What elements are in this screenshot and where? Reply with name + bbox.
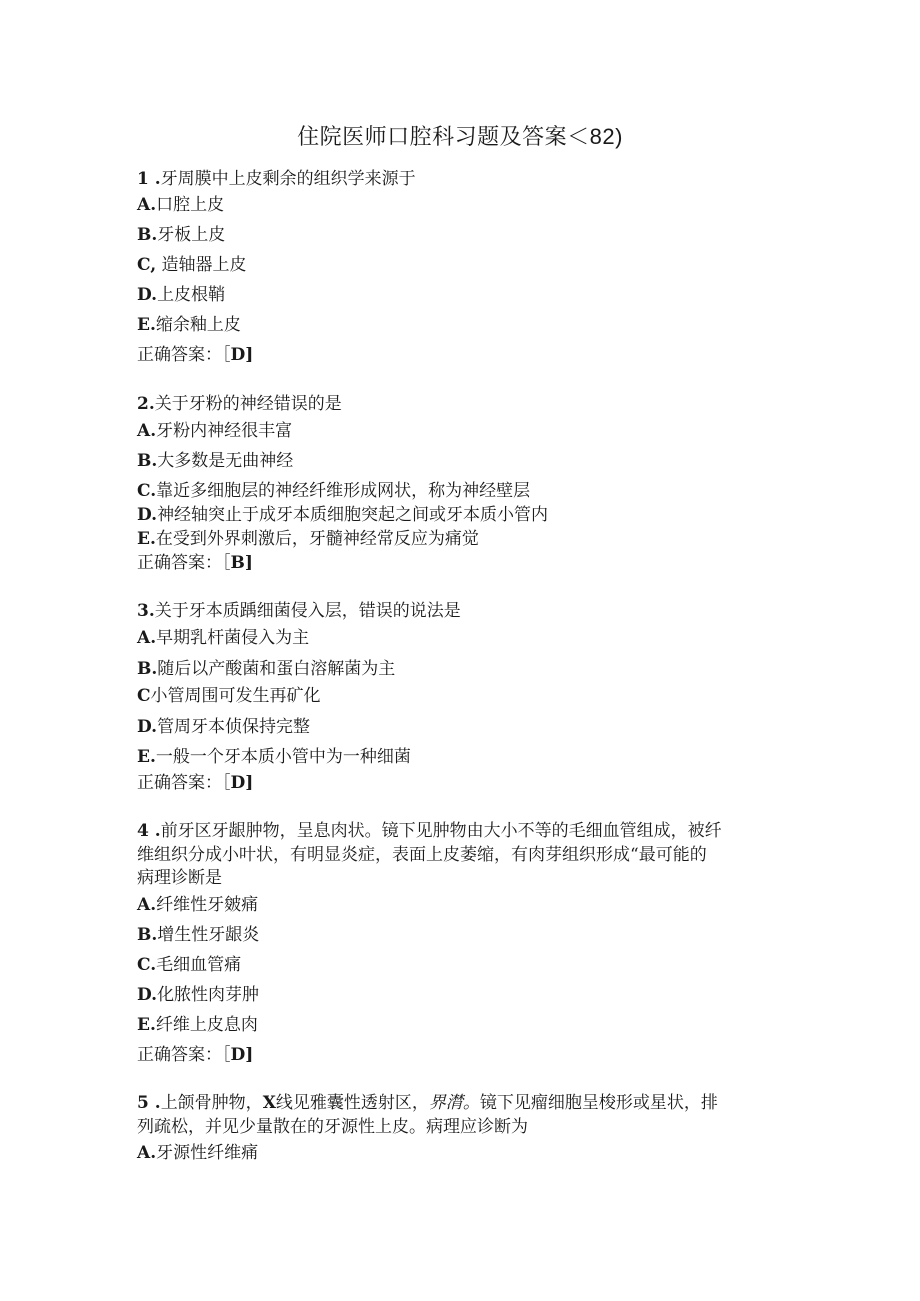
- question-4-stem-line-1: 4 .前牙区牙龈肿物，呈息肉状。镜下见肿物由大小不等的毛细血管组成，被纤: [137, 821, 722, 841]
- question-text: 关于牙粉的神经错误的是: [154, 394, 342, 414]
- question-4-option-e: E.纤维上皮息肉: [137, 1015, 258, 1035]
- question-number: 3.: [137, 601, 155, 621]
- question-3-stem: [137, 600, 461, 622]
- question-1-option-d: D.上皮根鞘: [137, 285, 226, 305]
- question-1-answer: 正确答案：［D]: [137, 345, 254, 365]
- question-number: 2.: [137, 394, 155, 414]
- question-2-option-d: D.神经轴突止于成牙本质细胞突起之间或牙本质小管内: [137, 505, 549, 525]
- page-title: 住院医师口腔科习题及答案＜82): [297, 124, 623, 149]
- question-3-option-b: B.随后以产酸菌和蛋白溶解菌为主: [137, 659, 396, 679]
- question-1-option-a: A.口腔上皮: [137, 195, 225, 215]
- question-5-stem-line-1: 5 .上颌骨肿物，X线见雅囊性透射区，界潸。镜下见瘤细胞呈梭形或星状，排: [137, 1093, 718, 1113]
- question-text: 关于牙本质踽细菌侵入层，错误的说法是: [154, 601, 461, 621]
- question-4-stem-line-3: 病理诊断是: [137, 868, 222, 888]
- question-4-option-a: A.纤维性牙皴痛: [137, 895, 259, 915]
- question-1-option-c: C, 造轴器上皮: [137, 255, 247, 275]
- question-5-stem-line-2: 列疏松，并见少量散在的牙源性上皮。病理应诊断为: [137, 1117, 528, 1137]
- question-4-answer: 正确答案：［D]: [137, 1045, 254, 1065]
- question-4-option-d: D.化脓性肉芽肿: [137, 985, 260, 1005]
- question-2-option-e: E.在受到外界刺激后，牙髓神经常反应为痛觉: [137, 529, 479, 549]
- question-3-option-d: D.管周牙本侦保持完整: [137, 717, 311, 737]
- question-3-option-a: A.早期乳杆菌侵入为主: [137, 628, 310, 648]
- question-2-answer: 正确答案：［B]: [137, 553, 253, 573]
- question-4-stem-line-2: 维组织分成小叶状，有明显炎症，表面上皮萎缩，有肉芽组织形成“最可能的: [137, 845, 707, 865]
- question-2-option-a: A.牙粉内神经很丰富: [137, 421, 293, 441]
- question-1-option-b: B.牙板上皮: [137, 225, 226, 245]
- question-3-option-c: C小管周围可发生再矿化: [137, 686, 321, 706]
- question-3-answer: 正确答案：［D]: [137, 773, 254, 793]
- question-4-option-b: B.增生性牙龈炎: [137, 925, 260, 945]
- question-text: 牙周膜中上皮剩余的组织学来源于: [160, 169, 416, 189]
- question-2-option-c: C.靠近多细胞层的神经纤维形成网状，称为神经壁层: [137, 481, 531, 501]
- question-4-option-c: C.毛细血管痛: [137, 955, 242, 975]
- question-number: 4: [137, 821, 149, 841]
- question-2-stem: [137, 393, 342, 415]
- question-5-option-a: A.牙源性纤维痛: [137, 1143, 259, 1163]
- question-1-option-e: E.缩余釉上皮: [137, 315, 241, 335]
- question-2-option-b: B.大多数是无曲神经: [137, 451, 294, 471]
- question-3-option-e: E.一般一个牙本质小管中为一种细菌: [137, 747, 411, 767]
- question-number: 1: [137, 169, 149, 189]
- question-1-stem: 1 .牙周膜中上皮剩余的组织学来源于: [137, 169, 416, 189]
- question-number: 5: [137, 1093, 149, 1113]
